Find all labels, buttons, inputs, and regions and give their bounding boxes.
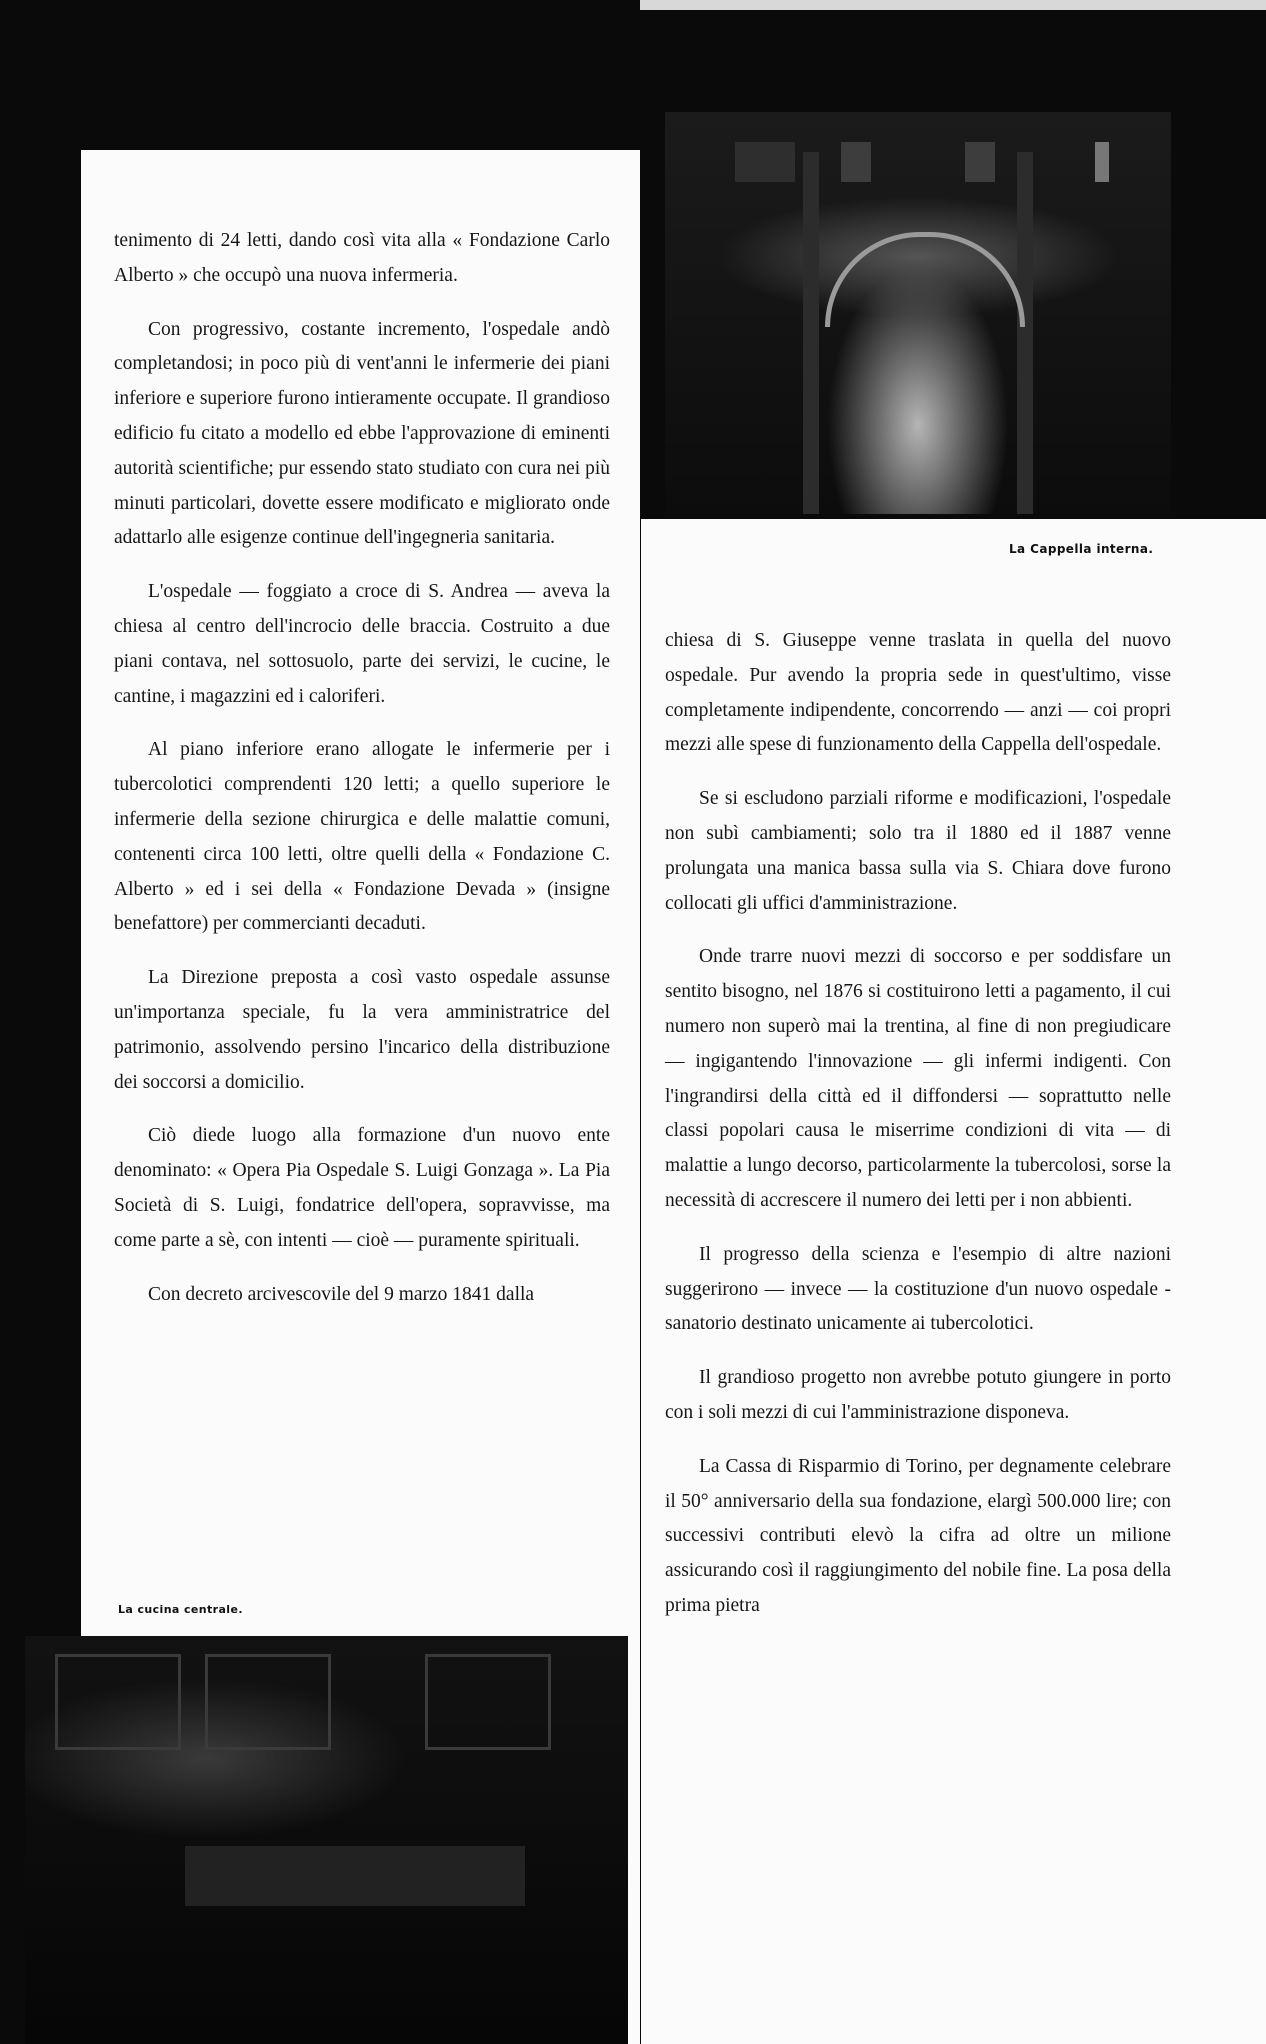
paragraph: Il progresso della scienza e l'esempio di altre nazioni suggerirono — invece — la costituzione d'un nuovo ospedale - sanatorio destinato unicamente ai tubercolotici. [665, 1243, 1171, 1335]
central-kitchen-photo [25, 1636, 628, 2044]
photo-pillar [803, 152, 819, 514]
paragraph: La Direzione preposta a così vasto ospedale assunse un'importanza speciale, fu la vera amministratrice del patrimonio, assolvendo persino l'incarico della distribuzione dei soccorsi a domicilio. [114, 967, 610, 1093]
paragraph: Onde trarre nuovi mezzi di soccorso e per soddisfare un sentito bisogno, nel 1876 si costituirono letti a pagamento, il cui numero non superò mai la trentina, al fine di non pregiudicare — ingigantendo l'innovazione — gli infermi indigenti. Con l'ingrandirsi della città ed il diffondersi — soprattutto nelle classi popolari causa le miserrime condizioni di vita — di malattie a lungo decorso, particolarmente la tubercolosi, sorse la necessità di accrescere il numero dei letti per i non abbienti. [665, 946, 1171, 1211]
photo-window [205, 1654, 331, 1750]
paragraph: Con decreto arcivescovile del 9 marzo 1841 dalla [148, 1283, 535, 1305]
right-text-column [665, 624, 1171, 1643]
paragraph: L'ospedale — foggiato a croce di S. Andrea — aveva la chiesa al centro dell'incrocio delle braccia. Costruito a due piani contava, nel sottosuolo, parte dei servizi, le cucine, le cantine, i magazzini ed i caloriferi. [114, 581, 610, 707]
photo-window [965, 142, 995, 182]
photo-window [55, 1654, 181, 1750]
photo-arch [825, 232, 1025, 327]
paragraph: Con progressivo, costante incremento, l'ospedale andò completandosi; in poco più di vent'anni le infermerie dei piani inferiore e superiore furono intieramente occupate. Il grandioso edificio fu citato a modello ed ebbe l'approvazione di eminenti autorità scientifiche; pur essendo stato studiato con cura nei più minuti particolari, dovette essere modificato e migliorato onde adattarlo alle esigenze continue dell'ingegneria sanitaria. [114, 318, 610, 549]
photo-pillar [1017, 152, 1033, 514]
paragraph: Al piano inferiore erano allogate le infermerie per i tubercolotici comprendenti 120 letti; a quello superiore le infermerie della sezione chirurgica e delle malattie comuni, contenenti circa 100 letti, oltre quelli della « Fondazione C. Alberto » ed i sei della « Fondazione Devada » (insigne benefattore) per commercianti decaduti. [114, 739, 610, 935]
left-text-column [114, 224, 610, 1331]
top-edge-strip [640, 0, 1266, 10]
paragraph: La Cassa di Risparmio di Torino, per degnamente celebrare il 50° anniversario della sua fondazione, elargì 500.000 lire; con successivi contributi elevò la cifra ad oltre un milione assicurando così il raggiungimento del nobile fine. La posa della prima pietra [665, 1455, 1171, 1616]
photo-window [425, 1654, 551, 1750]
photo-window [1095, 142, 1109, 182]
paragraph: Ciò diede luogo alla formazione d'un nuovo ente denominato: « Opera Pia Ospedale S. Luigi Gonzaga ». La Pia Società di S. Luigi, fondatrice dell'opera, sopravvisse, ma come parte a sè, con intenti — cioè — puramente spirituali. [114, 1125, 610, 1251]
paragraph: Il grandioso progetto non avrebbe potuto giungere in porto con i soli mezzi di cui l'amministrazione disponeva. [665, 1367, 1171, 1423]
photo-counter [185, 1846, 525, 1906]
chapel-interior-photo [665, 112, 1171, 514]
photo-window [735, 142, 795, 182]
paragraph: tenimento di 24 letti, dando così vita alla « Fondazione Carlo Alberto » che occupò una nuova infermeria. [114, 230, 610, 286]
top-photo-caption: La Cappella interna. [1009, 542, 1154, 556]
paragraph: Se si escludono parziali riforme e modificazioni, l'ospedale non subì cambiamenti; solo tra il 1880 ed il 1887 venne prolungata una manica bassa sulla via S. Chiara dove furono collocati gli uffici d'amministrazione. [665, 788, 1171, 914]
paragraph: chiesa di S. Giuseppe venne traslata in quella del nuovo ospedale. Pur avendo la propria sede in quest'ultimo, visse completamente indipendente, concorrendo — anzi — coi propri mezzi alle spese di funzionamento della Cappella dell'ospedale. [665, 630, 1171, 756]
bottom-photo-caption: La cucina centrale. [118, 1603, 243, 1616]
photo-window [841, 142, 871, 182]
